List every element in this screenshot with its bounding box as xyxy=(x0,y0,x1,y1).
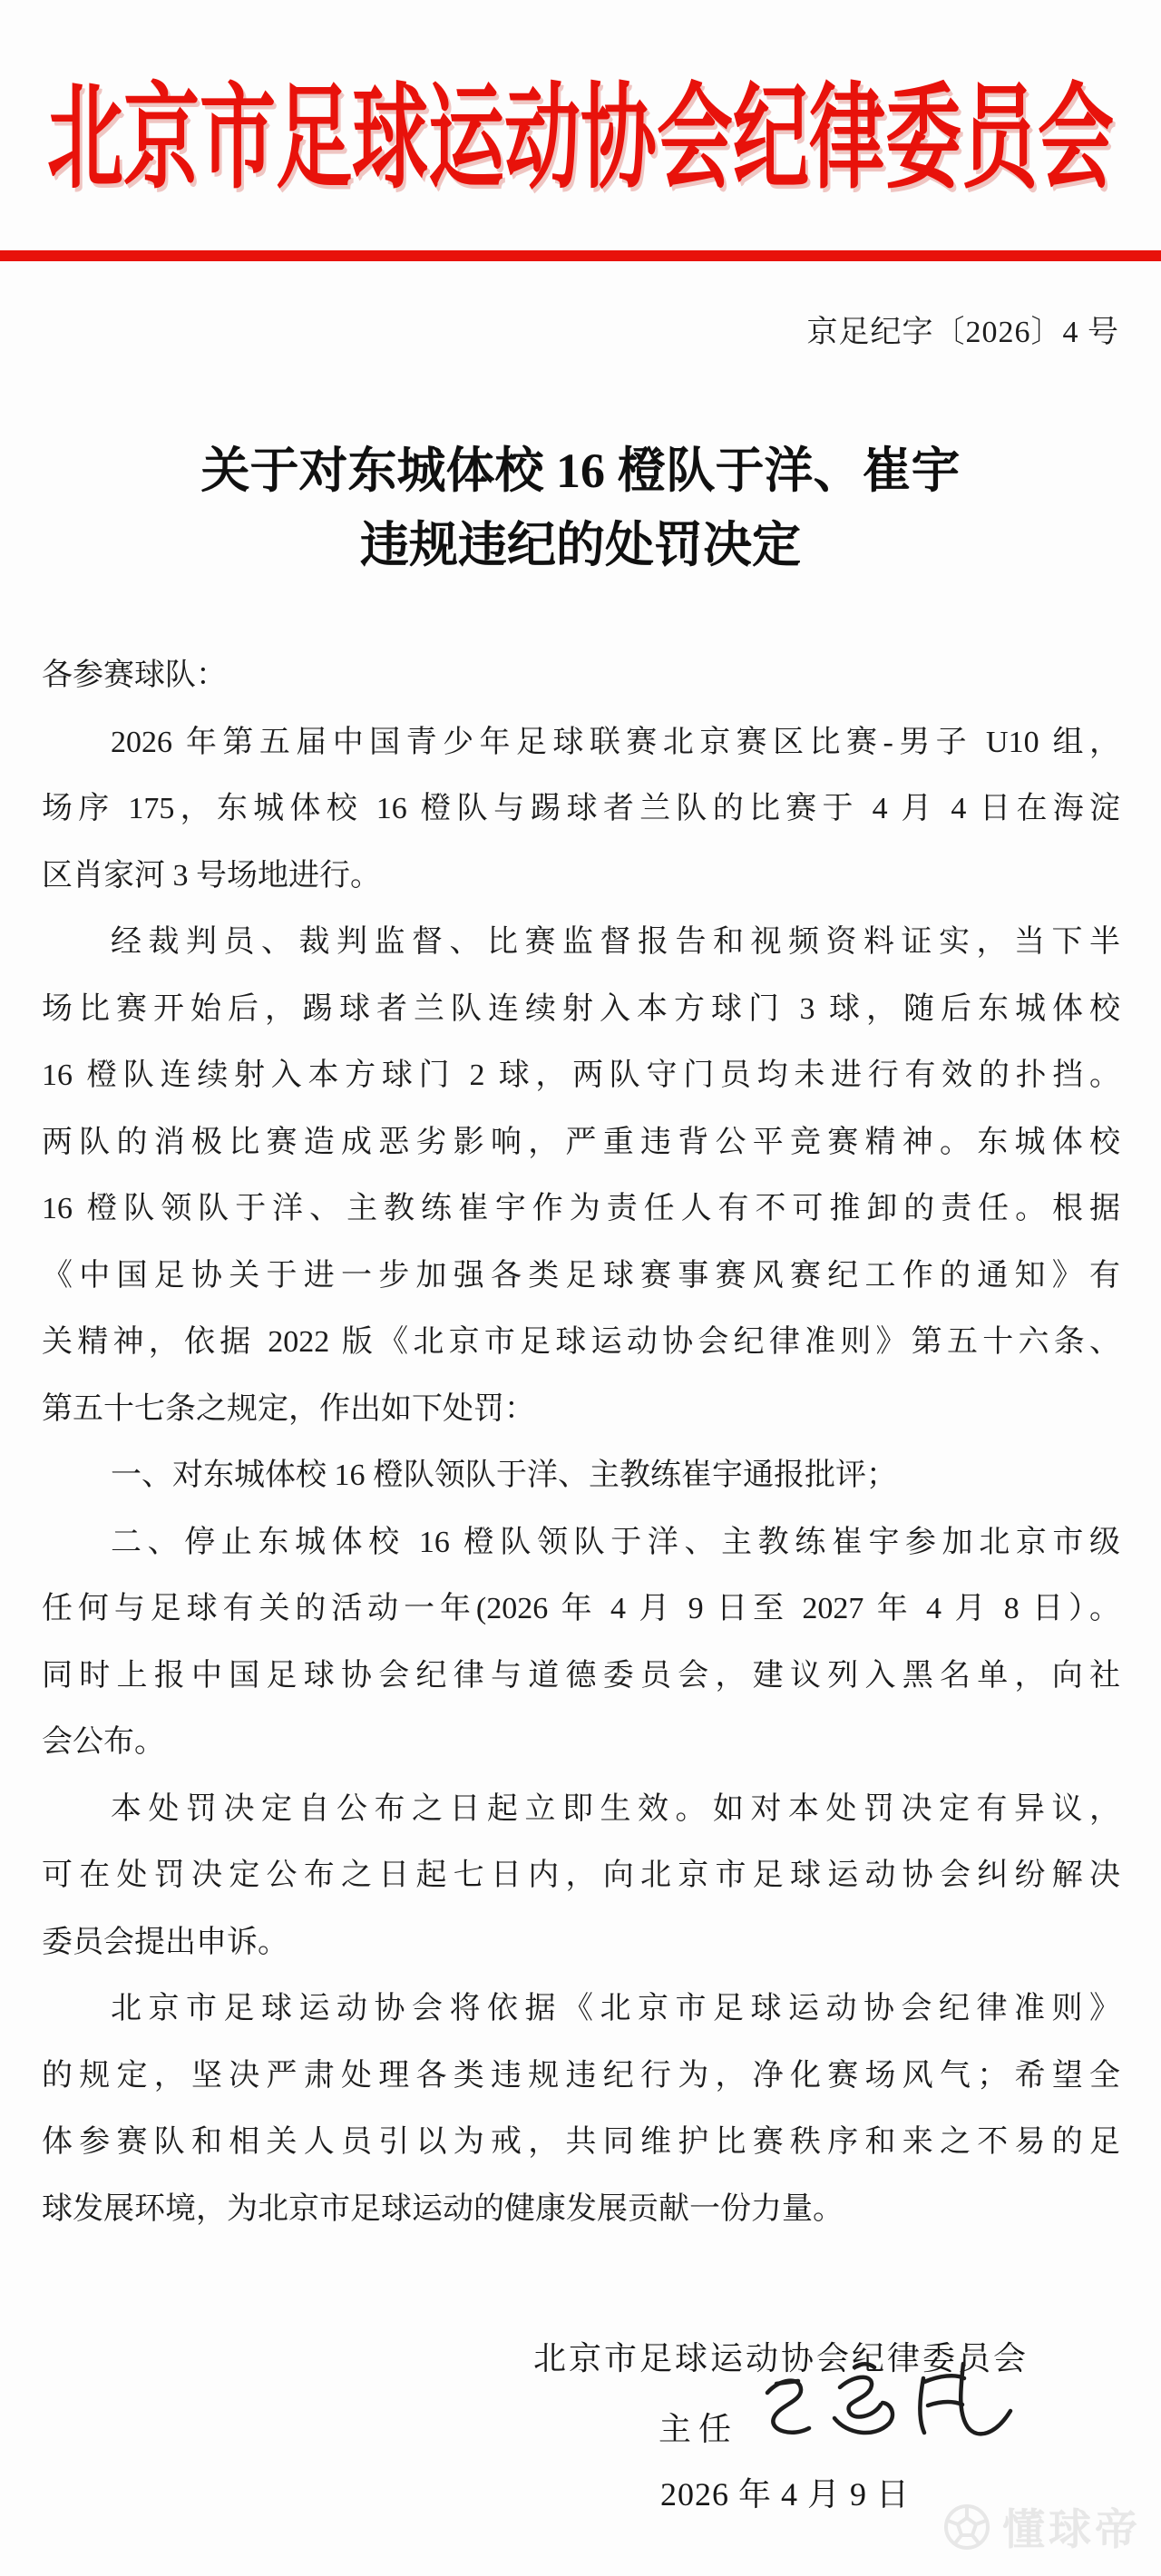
body-line: 一、对东城体校 16 橙队领队于洋、主教练崔宇通报批评； xyxy=(111,1459,897,1492)
body-line: 委员会提出申诉。 xyxy=(42,1925,288,1959)
red-header-org-title: 北京市足球运动协会纪律委员会 xyxy=(46,76,1114,203)
watermark-text: 懂球帝 xyxy=(1002,2505,1141,2553)
body-line: 的规定，坚决严肃处理各类违规违纪行为，净化赛场风气；希望全 xyxy=(42,2058,1120,2093)
watermark xyxy=(942,2496,1141,2557)
body-line: 球发展环境，为北京市足球运动的健康发展贡献一份力量。 xyxy=(42,2191,844,2226)
body-line: 区肖家河 3 号场地进行。 xyxy=(42,858,381,893)
body-line: 两队的消极比赛造成恶劣影响，严重违背公平竞赛精神。东城体校 xyxy=(42,1125,1120,1159)
body-line: 2026 年第五届中国青少年足球联赛北京赛区比赛-男子 U10 组， xyxy=(111,725,1120,759)
body-line: 16 橙队连续射入本方球门 2 球，两队守门员均未进行有效的扑挡。 xyxy=(42,1059,1120,1092)
body-line: 16 橙队领队于洋、主教练崔宇作为责任人有不可推卸的责任。根据 xyxy=(42,1192,1120,1225)
body-line: 可在处罚决定公布之日起七日内，向北京市足球运动协会纠纷解决 xyxy=(42,1859,1120,1892)
football-logo-icon xyxy=(942,2503,991,2552)
body-line: 场比赛开始后，踢球者兰队连续射入本方球门 3 球，随后东城体校 xyxy=(42,991,1120,1026)
chairman-signature xyxy=(746,2351,1018,2464)
handwritten-signature-icon xyxy=(746,2351,1018,2460)
body-line: 《中国足协关于进一步加强各类足球赛事赛风赛纪工作的通知》有 xyxy=(42,1258,1120,1293)
body-line: 本处罚决定自公布之日起立即生效。如对本处罚决定有异议， xyxy=(111,1791,1120,1826)
body-line: 各参赛球队： xyxy=(42,659,227,692)
body-line: 第五十七条之规定，作出如下处罚： xyxy=(42,1391,535,1426)
document-number: 京足纪字〔2026〕4 号 xyxy=(806,316,1119,349)
chairman-title-label: 主任 xyxy=(659,2411,739,2447)
body-line: 关精神，依据 2022 版《北京市足球运动协会纪律准则》第五十六条、 xyxy=(42,1325,1120,1359)
red-divider-rule xyxy=(0,250,1161,261)
body-line: 会公布。 xyxy=(42,1725,165,1759)
body-line: 经裁判员、裁判监督、比赛监督报告和视频资料证实，当下半 xyxy=(111,925,1120,959)
body-line: 同时上报中国足球协会纪律与道德委员会，建议列入黑名单，向社 xyxy=(42,1658,1120,1693)
body-line: 体参赛队和相关人员引以为戒，共同维护比赛秩序和来之不易的足 xyxy=(42,2125,1120,2159)
body-line: 北京市足球运动协会将依据《北京市足球运动协会纪律准则》 xyxy=(111,1992,1120,2025)
document-title-line1: 关于对东城体校 16 橙队于洋、崔宇 xyxy=(200,444,961,498)
body-line: 二、停止东城体校 16 橙队领队于洋、主教练崔宇参加北京市级 xyxy=(111,1525,1120,1559)
document-title xyxy=(0,434,1161,582)
document-title-line2: 违规违纪的处罚决定 xyxy=(360,518,801,572)
document-date: 2026 年 4 月 9 日 xyxy=(660,2476,911,2513)
body-line: 任何与足球有关的活动一年(2026 年 4 月 9 日至 2027 年 4 月 8 日）。 xyxy=(42,1592,1120,1625)
body-line: 场序 175，东城体校 16 橙队与踢球者兰队的比赛于 4 月 4 日在海淀 xyxy=(42,792,1120,825)
signature-org-name: 北京市足球运动协会纪律委员会 xyxy=(532,2340,1029,2376)
document-body xyxy=(42,642,1120,2242)
